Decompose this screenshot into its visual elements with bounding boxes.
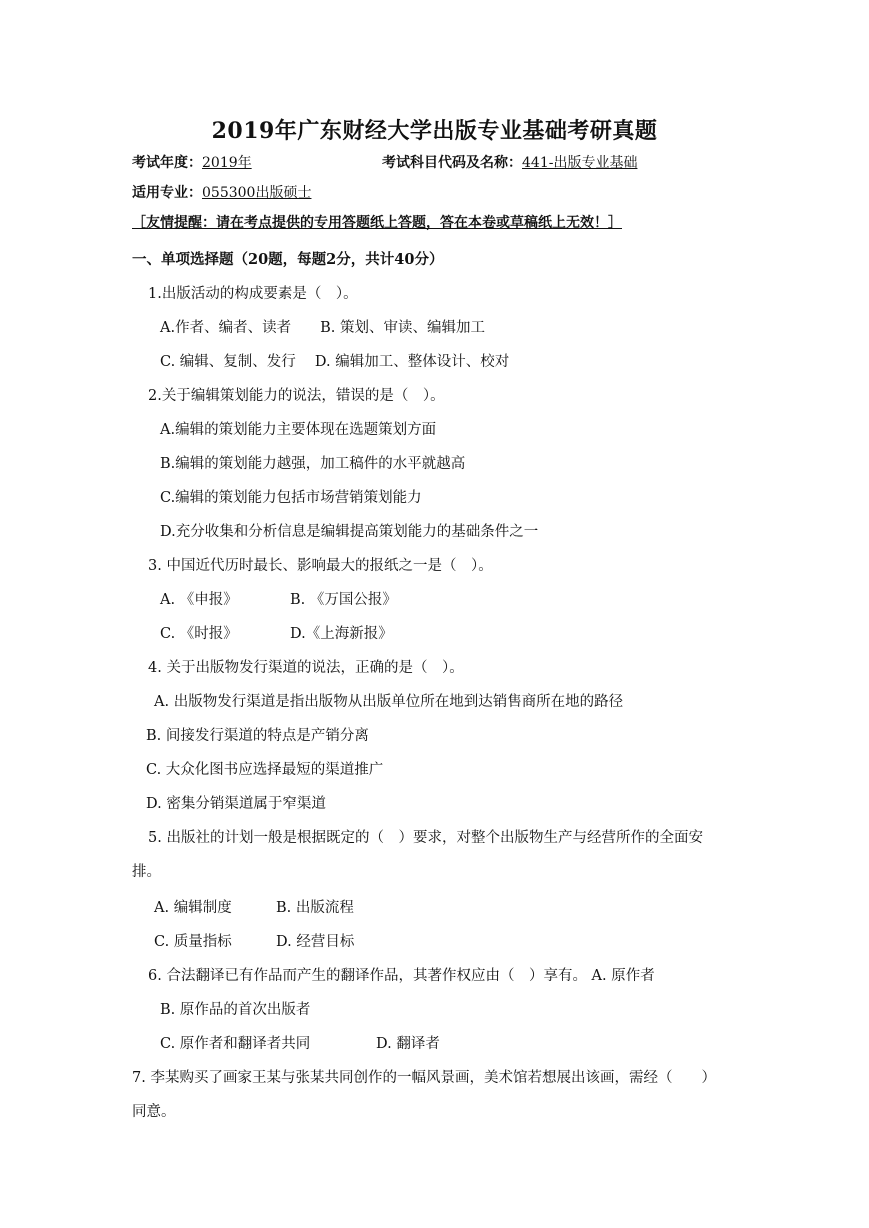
exam-major [132,182,311,202]
question-2-option-c: C.编辑的策划能力包括市场营销策划能力 [160,490,422,506]
question-4-option-a: A. 出版物发行渠道是指出版物从出版单位所在地到达销售商所在地的路径 [154,694,624,710]
exam-year-label: 考试年度： [132,155,202,171]
exam-year-value: 2019年 [202,155,252,171]
question-1: 1.出版活动的构成要素是（ ）。 [148,286,358,302]
question-5-continuation: 排。 [132,864,161,880]
question-4-option-c: C. 大众化图书应选择最短的渠道推广 [146,762,384,778]
exam-subject-value: 441-出版专业基础 [522,155,638,171]
exam-major-label: 适用专业： [132,185,202,201]
question-3-option-c: C. 《时报》 [160,626,238,642]
exam-subject-label: 考试科目代码及名称： [382,155,522,171]
question-2-option-b: B.编辑的策划能力越强，加工稿件的水平就越高 [160,456,466,472]
question-7: 7. 李某购买了画家王某与张某共同创作的一幅风景画，美术馆若想展出该画，需经（ ） [132,1070,716,1086]
document-title: 2019年广东财经大学出版专业基础考研真题 [211,118,658,144]
question-3: 3. 中国近代历时最长、影响最大的报纸之一是（ ）。 [148,558,493,574]
question-3-option-b: B. 《万国公报》 [290,592,397,608]
question-4-option-d: D. 密集分销渠道属于窄渠道 [146,796,326,812]
section-heading: 一、单项选择题（20题，每题2分，共计40分） [132,251,444,268]
question-5-option-a: A. 编辑制度 [154,900,232,916]
question-5: 5. 出版社的计划一般是根据既定的（ ）要求，对整个出版物生产与经营所作的全面安 [148,830,703,846]
exam-major-value: 055300出版硕士 [202,185,312,201]
question-6-option-c: C. 原作者和翻译者共同 [160,1036,311,1052]
question-7-continuation: 同意。 [132,1104,176,1120]
question-5-option-b: B. 出版流程 [276,900,354,916]
exam-subject [382,152,637,172]
question-3-option-d: D.《上海新报》 [290,626,393,642]
question-3-option-a: A. 《申报》 [160,592,238,608]
question-2-option-a: A.编辑的策划能力主要体现在选题策划方面 [160,422,437,438]
exam-year [132,152,252,172]
question-4: 4. 关于出版物发行渠道的说法，正确的是（ ）。 [148,660,464,676]
answer-reminder: ［友情提醒：请在考点提供的专用答题纸上答题，答在本卷或草稿纸上无效！］ [132,215,622,231]
question-6: 6. 合法翻译已有作品而产生的翻译作品，其著作权应由（ ）享有。 A. 原作者 [148,968,655,984]
question-5-option-d: D. 经营目标 [276,934,355,950]
question-4-option-b: B. 间接发行渠道的特点是产销分离 [146,728,369,744]
question-6-option-b: B. 原作品的首次出版者 [160,1002,311,1018]
question-6-option-d: D. 翻译者 [376,1036,440,1052]
question-1-options-cd: C. 编辑、复制、发行 D. 编辑加工、整体设计、校对 [160,354,510,370]
question-2-option-d: D.充分收集和分析信息是编辑提高策划能力的基础条件之一 [160,524,539,540]
question-2: 2.关于编辑策划能力的说法，错误的是（ ）。 [148,388,445,404]
question-1-options-ab: A.作者、编者、读者 B. 策划、审读、编辑加工 [160,320,485,336]
question-5-option-c: C. 质量指标 [154,934,232,950]
